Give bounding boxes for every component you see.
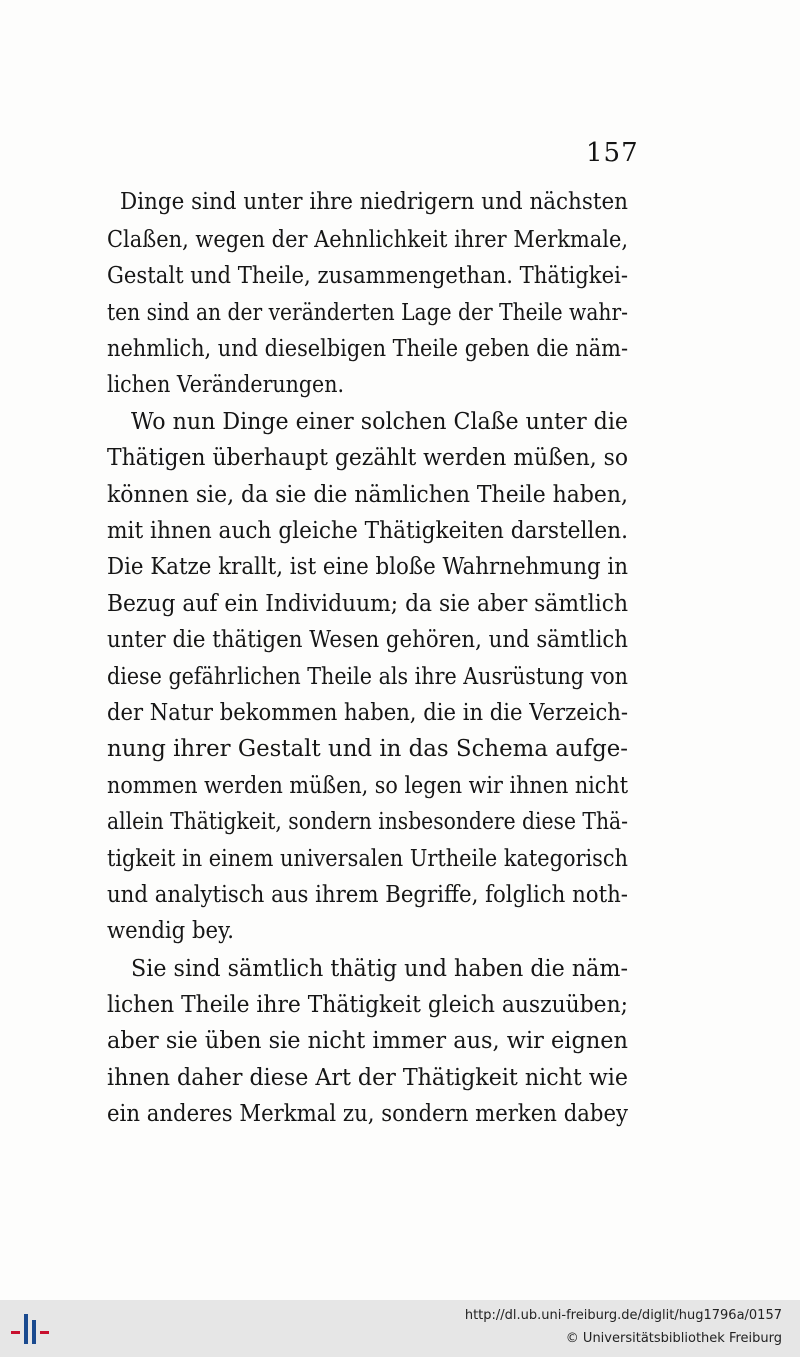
text-line: wendig bey. [107, 916, 234, 944]
text-line: ihnen daher diese Art der Thätigkeit nicht wie [107, 1063, 628, 1091]
text-line: Sie sind sämtlich thätig und haben die näm- [131, 954, 628, 982]
footer-bar [0, 1300, 800, 1357]
text-line: allein Thätigkeit, sondern insbesondere diese Thä- [107, 807, 628, 835]
text-line: lichen Theile ihre Thätigkeit gleich auszuüben; [107, 990, 628, 1018]
footer-copyright: © Universitätsbibliothek Freiburg [565, 1331, 782, 1346]
text-line: aber sie üben sie nicht immer aus, wir eignen [107, 1026, 628, 1054]
text-line: nung ihrer Gestalt und in das Schema aufge- [107, 734, 628, 762]
text-line: Gestalt und Theile, zusammengethan. Thätigkei- [107, 261, 628, 289]
text-line: der Natur bekommen haben, die in die Verzeich- [107, 698, 628, 726]
ub-freiburg-logo-icon[interactable] [10, 1310, 52, 1348]
text-line: Dinge sind unter ihre niedrigern und nächsten [120, 187, 628, 215]
text-line: Die Katze krallt, ist eine bloße Wahrnehmung in [107, 552, 628, 580]
text-line: Wo nun Dinge einer solchen Claße unter die [131, 407, 628, 435]
text-line: können sie, da sie die nämlichen Theile haben, [107, 480, 628, 508]
footer-url-link[interactable]: http://dl.ub.uni-freiburg.de/diglit/hug1796a/0157 [464, 1308, 782, 1323]
text-line: nehmlich, und dieselbigen Theile geben die näm- [107, 334, 628, 362]
text-line: Claßen, wegen der Aehnlichkeit ihrer Merkmale, [107, 225, 628, 253]
text-line: lichen Veränderungen. [107, 370, 344, 398]
text-line: nommen werden müßen, so legen wir ihnen nicht [107, 771, 628, 799]
text-line: ten sind an der veränderten Lage der Theile wahr- [107, 298, 628, 326]
text-line: Thätigen überhaupt gezählt werden müßen, so [107, 443, 628, 471]
text-line: diese gefährlichen Theile als ihre Ausrüstung von [107, 662, 628, 690]
page-number: 157 [586, 138, 639, 168]
text-line: Bezug auf ein Individuum; da sie aber sämtlich [107, 589, 628, 617]
text-line: tigkeit in einem universalen Urtheile kategorisch [107, 844, 628, 872]
text-line: und analytisch aus ihrem Begriffe, folglich noth- [107, 880, 628, 908]
text-line: ein anderes Merkmal zu, sondern merken dabey [107, 1099, 628, 1127]
text-line: mit ihnen auch gleiche Thätigkeiten darstellen. [107, 516, 628, 544]
text-line: unter die thätigen Wesen gehören, und sämtlich [107, 625, 628, 653]
